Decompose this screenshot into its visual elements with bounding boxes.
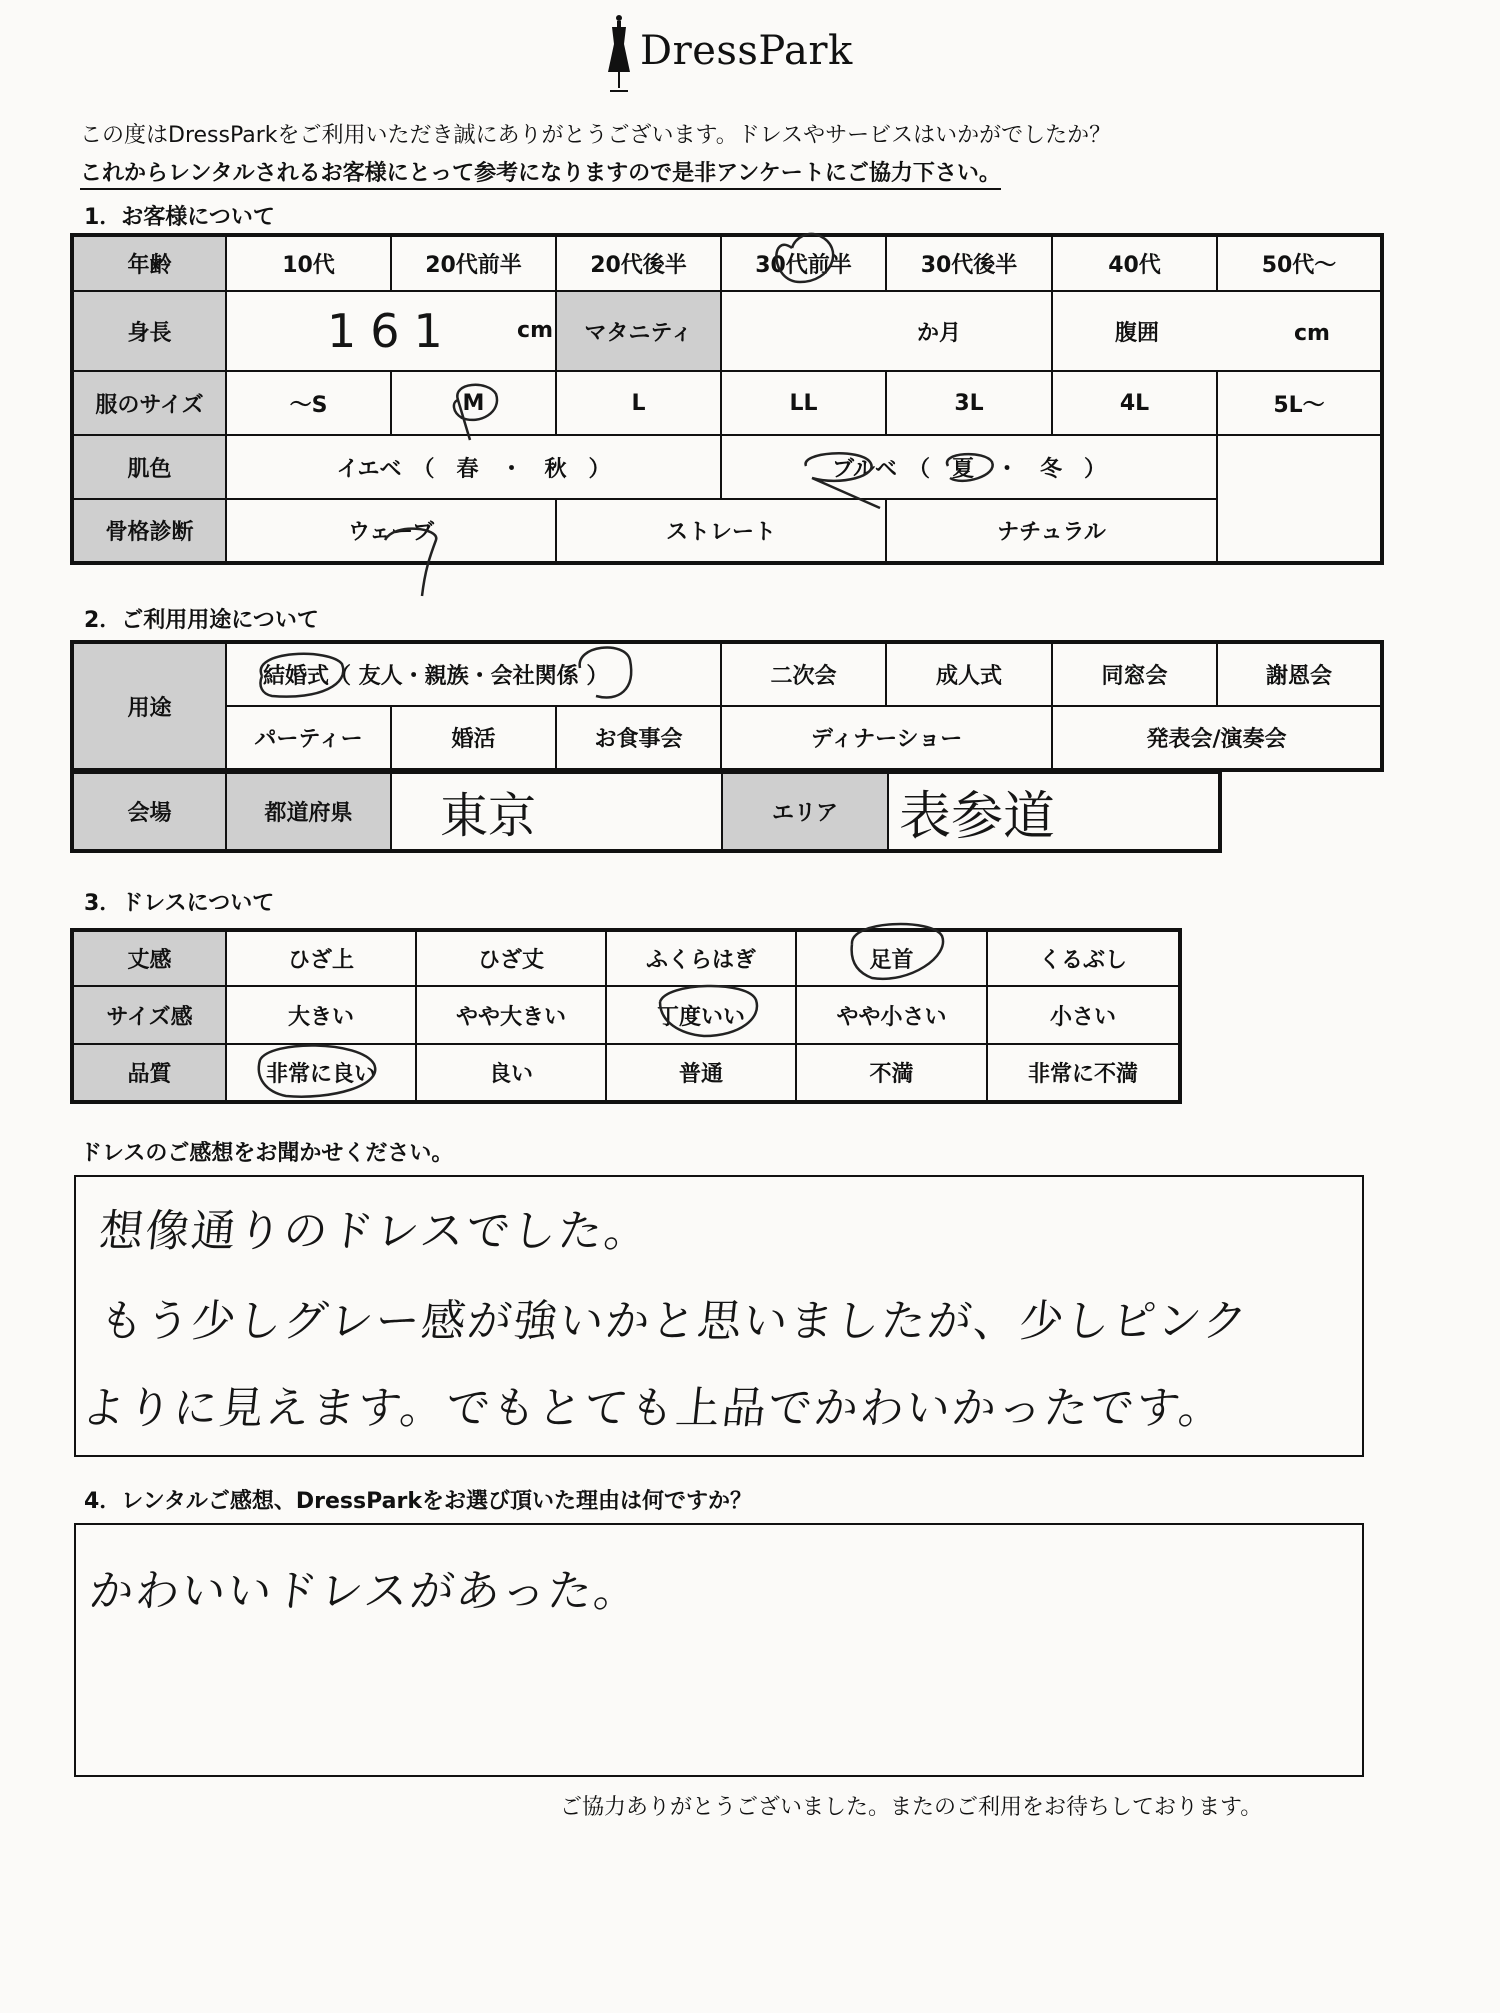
age-option[interactable]: 10代 bbox=[226, 235, 391, 291]
customer-table bbox=[70, 233, 1384, 565]
quality-option[interactable]: 非常に不満 bbox=[987, 1044, 1180, 1102]
section-3-title: 3．ドレスについて bbox=[84, 891, 275, 916]
age-option[interactable]: 30代前半 bbox=[721, 235, 886, 291]
bone-option[interactable]: ナチュラル bbox=[886, 499, 1217, 563]
bone-option[interactable]: ストレート bbox=[556, 499, 886, 563]
size-option[interactable]: L bbox=[556, 371, 721, 435]
age-option[interactable]: 50代〜 bbox=[1217, 235, 1382, 291]
section-1-title: 1．お客様について bbox=[84, 205, 275, 230]
wedding-option[interactable]: 結婚式（ 友人・親族・会社関係 ） bbox=[226, 642, 721, 706]
brand-logo: DressPark bbox=[640, 28, 853, 74]
size-label: 服のサイズ bbox=[72, 371, 226, 435]
use-option[interactable]: パーティー bbox=[226, 706, 391, 770]
use-option[interactable]: 婚活 bbox=[391, 706, 556, 770]
bone-label: 骨格診断 bbox=[72, 499, 226, 563]
use-option[interactable]: 成人式 bbox=[886, 642, 1052, 706]
prefecture-value: 東京 bbox=[440, 788, 537, 844]
use-option[interactable]: 同窓会 bbox=[1052, 642, 1217, 706]
height-field[interactable] bbox=[226, 291, 556, 371]
fit-option[interactable]: 小さい bbox=[987, 986, 1180, 1044]
skin-label: 肌色 bbox=[72, 435, 226, 499]
reason-answer: かわいいドレスがあった。 bbox=[86, 1566, 643, 1617]
height-value: 161 bbox=[327, 304, 457, 358]
impression-line-1: 想像通りのドレスでした。 bbox=[96, 1206, 653, 1257]
use-option[interactable]: お食事会 bbox=[556, 706, 721, 770]
use-option[interactable]: 発表会/演奏会 bbox=[1052, 706, 1382, 770]
length-label: 丈感 bbox=[72, 930, 226, 986]
maternity-label: マタニティ bbox=[556, 291, 721, 371]
venue-label: 会場 bbox=[72, 772, 226, 851]
use-option[interactable]: ディナーショー bbox=[721, 706, 1052, 770]
prefecture-field[interactable] bbox=[391, 772, 722, 851]
impression-line-3: よりに見えます。でもとても上品でかわいかったです。 bbox=[78, 1383, 1228, 1434]
use-option[interactable]: 二次会 bbox=[721, 642, 886, 706]
length-option[interactable]: ひざ上 bbox=[226, 930, 416, 986]
fit-label: サイズ感 bbox=[72, 986, 226, 1044]
area-field[interactable] bbox=[888, 772, 1220, 851]
use-label: 用途 bbox=[72, 642, 226, 770]
section-4-title: 4．レンタルご感想、DressParkをお選び頂いた理由は何ですか？ bbox=[84, 1489, 752, 1514]
quality-option[interactable]: 普通 bbox=[606, 1044, 796, 1102]
intro-line-2: これからレンタルされるお客様にとって参考になりますので是非アンケートにご協力下さい。 bbox=[80, 156, 1001, 190]
size-option[interactable]: 〜S bbox=[226, 371, 391, 435]
quality-option[interactable]: 非常に良い bbox=[226, 1044, 416, 1102]
venue-table bbox=[70, 770, 1222, 853]
waist-label: 腹囲 bbox=[1115, 320, 1160, 346]
fit-option[interactable]: 大きい bbox=[226, 986, 416, 1044]
length-option[interactable]: ふくらはぎ bbox=[606, 930, 796, 986]
skin-yellow-option[interactable]: イエベ （ 春 ・ 秋 ） bbox=[226, 435, 721, 499]
waist-field[interactable] bbox=[1052, 291, 1382, 371]
age-option[interactable]: 20代前半 bbox=[391, 235, 556, 291]
maternity-field[interactable] bbox=[721, 291, 1052, 371]
impression-line-2: もう少しグレー感が強いかと思いましたが、少しピンク bbox=[96, 1296, 1252, 1347]
area-value: 表参道 bbox=[899, 787, 1056, 847]
use-option[interactable]: 謝恩会 bbox=[1217, 642, 1382, 706]
size-option[interactable]: 5L〜 bbox=[1217, 371, 1382, 435]
age-label: 年齢 bbox=[72, 235, 226, 291]
dress-table bbox=[70, 928, 1182, 1104]
size-option[interactable]: M bbox=[391, 371, 556, 435]
prefecture-label: 都道府県 bbox=[226, 772, 391, 851]
age-option[interactable]: 20代後半 bbox=[556, 235, 721, 291]
bone-option[interactable]: ウェーブ bbox=[226, 499, 556, 563]
quality-label: 品質 bbox=[72, 1044, 226, 1102]
age-option[interactable]: 30代後半 bbox=[886, 235, 1052, 291]
waist-unit: cm bbox=[1294, 320, 1330, 346]
size-option[interactable]: LL bbox=[721, 371, 886, 435]
section-2-title: 2．ご利用用途について bbox=[84, 608, 319, 633]
quality-option[interactable]: 不満 bbox=[796, 1044, 987, 1102]
size-option[interactable]: 3L bbox=[886, 371, 1052, 435]
skin-blue-option[interactable]: ブルベ （ 夏 ・ 冬 ） bbox=[721, 435, 1217, 499]
intro-line-1: この度はDressParkをご利用いただき誠にありがとうございます。ドレスやサービスはいかがでしたか？ bbox=[80, 123, 1112, 148]
closing-message: ご協力ありがとうございました。またのご利用をお待ちしております。 bbox=[560, 1795, 1263, 1820]
impression-title: ドレスのご感想をお聞かせください。 bbox=[80, 1141, 454, 1166]
length-option[interactable]: くるぶし bbox=[987, 930, 1180, 986]
maternity-unit: か月 bbox=[917, 320, 962, 346]
length-option[interactable]: 足首 bbox=[796, 930, 987, 986]
fit-option[interactable]: やや小さい bbox=[796, 986, 987, 1044]
quality-option[interactable]: 良い bbox=[416, 1044, 606, 1102]
age-option[interactable]: 40代 bbox=[1052, 235, 1217, 291]
height-label: 身長 bbox=[72, 291, 226, 371]
area-label: エリア bbox=[722, 772, 888, 851]
fit-option[interactable]: やや大きい bbox=[416, 986, 606, 1044]
fit-option[interactable]: 丁度いい bbox=[606, 986, 796, 1044]
height-unit: cm bbox=[517, 318, 553, 343]
length-option[interactable]: ひざ丈 bbox=[416, 930, 606, 986]
size-option[interactable]: 4L bbox=[1052, 371, 1217, 435]
usage-table bbox=[70, 640, 1384, 772]
